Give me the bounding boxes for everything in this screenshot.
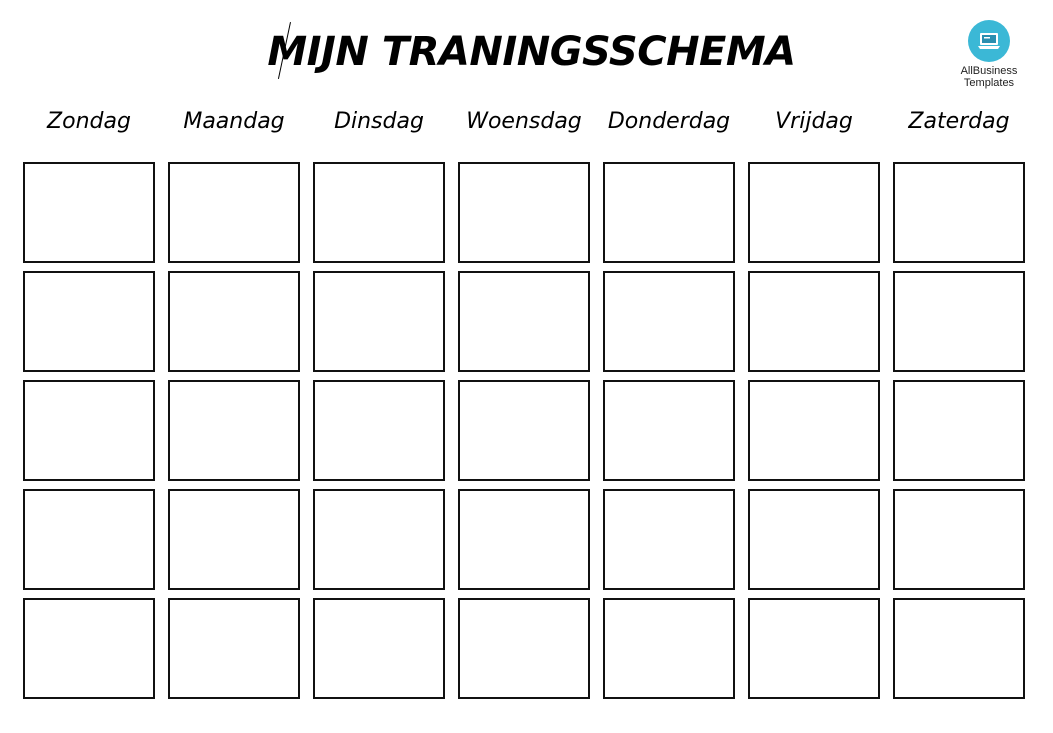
schedule-cell-donderdag-4[interactable] <box>603 489 735 590</box>
schedule-cell-zondag-1[interactable] <box>23 162 155 263</box>
laptop-icon <box>968 20 1010 62</box>
day-headers <box>0 107 1053 137</box>
schedule-cell-dinsdag-5[interactable] <box>313 598 445 699</box>
schedule-cell-zondag-2[interactable] <box>23 271 155 372</box>
logo-text-line1: AllBusiness <box>960 65 1018 77</box>
schedule-cell-maandag-3[interactable] <box>168 380 300 481</box>
schedule-cell-woensdag-3[interactable] <box>458 380 590 481</box>
schedule-cell-vrijdag-3[interactable] <box>748 380 880 481</box>
schedule-cell-vrijdag-1[interactable] <box>748 162 880 263</box>
day-header-zondag: Zondag <box>47 109 131 134</box>
title-container <box>0 24 1053 80</box>
schedule-cell-woensdag-2[interactable] <box>458 271 590 372</box>
schedule-cell-vrijdag-5[interactable] <box>748 598 880 699</box>
schedule-cell-dinsdag-3[interactable] <box>313 380 445 481</box>
page-title: MIJN TRANINGSSCHEMA <box>267 29 796 75</box>
day-header-vrijdag: Vrijdag <box>775 109 853 134</box>
schedule-cell-donderdag-3[interactable] <box>603 380 735 481</box>
schedule-cell-zaterdag-1[interactable] <box>893 162 1025 263</box>
schedule-cell-zaterdag-4[interactable] <box>893 489 1025 590</box>
schedule-cell-zondag-4[interactable] <box>23 489 155 590</box>
schedule-cell-zondag-3[interactable] <box>23 380 155 481</box>
schedule-cell-vrijdag-2[interactable] <box>748 271 880 372</box>
schedule-cell-zaterdag-2[interactable] <box>893 271 1025 372</box>
day-header-maandag: Maandag <box>183 109 285 134</box>
logo-text-line2: Templates <box>963 77 1015 89</box>
day-header-woensdag: Woensdag <box>466 109 582 134</box>
schedule-cell-vrijdag-4[interactable] <box>748 489 880 590</box>
schedule-cell-maandag-4[interactable] <box>168 489 300 590</box>
schedule-cell-donderdag-5[interactable] <box>603 598 735 699</box>
schedule-cell-maandag-1[interactable] <box>168 162 300 263</box>
day-header-dinsdag: Dinsdag <box>334 109 424 134</box>
schedule-cell-donderdag-1[interactable] <box>603 162 735 263</box>
schedule-cell-zaterdag-3[interactable] <box>893 380 1025 481</box>
schedule-cell-donderdag-2[interactable] <box>603 271 735 372</box>
schedule-grid <box>23 162 1025 699</box>
allbusiness-templates-logo <box>956 20 1022 89</box>
schedule-cell-dinsdag-4[interactable] <box>313 489 445 590</box>
schedule-cell-maandag-2[interactable] <box>168 271 300 372</box>
day-header-zaterdag: Zaterdag <box>908 109 1010 134</box>
schedule-cell-woensdag-5[interactable] <box>458 598 590 699</box>
schedule-cell-zondag-5[interactable] <box>23 598 155 699</box>
schedule-cell-dinsdag-2[interactable] <box>313 271 445 372</box>
day-header-donderdag: Donderdag <box>607 109 731 134</box>
schedule-cell-woensdag-1[interactable] <box>458 162 590 263</box>
schedule-cell-dinsdag-1[interactable] <box>313 162 445 263</box>
schedule-cell-maandag-5[interactable] <box>168 598 300 699</box>
schedule-cell-zaterdag-5[interactable] <box>893 598 1025 699</box>
schedule-cell-woensdag-4[interactable] <box>458 489 590 590</box>
